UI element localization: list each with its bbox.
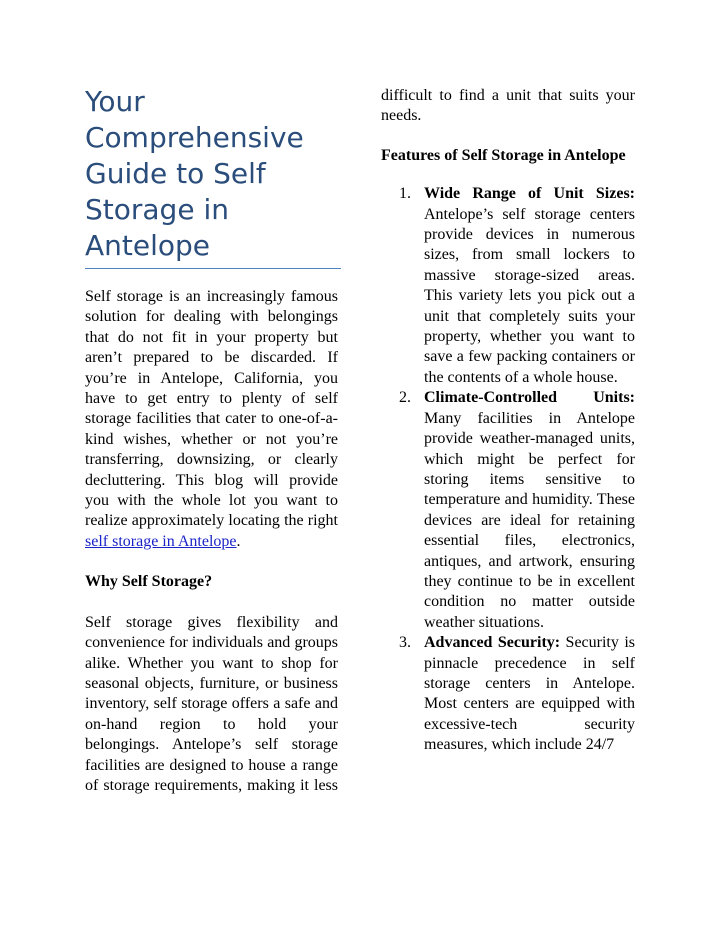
- intro-text: Self storage is an increasingly famous solution for dealing with belongings that do not fit in your property but aren’t prepared to be discarded. If you’re in Antelope, California, you have to get entry to plenty of self storage facilities that cater to one-of-a-kind wishes, whether or not you’re transferring, downsizing, or clearly decluttering. This blog will provide you with the whole lot you want to realize approximately locating the right: [85, 288, 338, 530]
- feature-title: Climate-Controlled Units:: [424, 389, 635, 407]
- feature-title: Advanced Security:: [424, 634, 561, 652]
- left-column: [85, 287, 338, 816]
- list-item: [381, 388, 635, 633]
- list-item: [381, 633, 635, 755]
- why-paragraph: Self storage gives flexibility and convenience for individuals and groups alike. Whether you want to shop for seasonal objects, furniture, or business inventory, self storage offers a safe and on-hand region to hold your belongings. Antelope’s self storage facilities are designed to house a range of storage requirements, making it less: [85, 613, 338, 794]
- feature-text: Antelope’s self storage centers provide devices in numerous sizes, from small lockers to massive storage-sized areas. This variety lets you pick out a unit that completely suits your property, whether you want to save a few packing containers or the contents of a whole house.: [424, 205, 635, 386]
- feature-text: Security is pinnacle precedence in self storage centers in Antelope. Most centers are equipped with excessive-tech security measures, which include 24/7: [424, 634, 635, 754]
- self-storage-link[interactable]: self storage in Antelope: [85, 532, 237, 550]
- why-heading: Why Self Storage?: [85, 573, 213, 591]
- features-heading: Features of Self Storage in Antelope: [381, 146, 626, 164]
- feature-title: Wide Range of Unit Sizes:: [424, 185, 635, 203]
- list-number: 1.: [399, 185, 411, 203]
- title-divider: [85, 268, 341, 269]
- right-column: [381, 86, 635, 756]
- features-list: [381, 184, 635, 755]
- intro-text-end: .: [236, 532, 241, 550]
- list-number: 2.: [399, 389, 411, 407]
- page-title: Your Comprehensive Guide to Self Storage in Antelope: [85, 85, 304, 262]
- list-number: 3.: [399, 634, 411, 652]
- feature-text: Many facilities in Antelope provide weather-managed units, which might be perfect for storing items sensitive to temperature and humidity. These devices are ideal for retaining essential files, electronics, antiques, and artwork, ensuring they continue to be in excellent condition no matter outside weather situations.: [424, 409, 635, 631]
- intro-paragraph: [85, 287, 338, 552]
- why-paragraph-continued: difficult to find a unit that suits your needs.: [381, 87, 635, 125]
- list-item: [381, 184, 635, 388]
